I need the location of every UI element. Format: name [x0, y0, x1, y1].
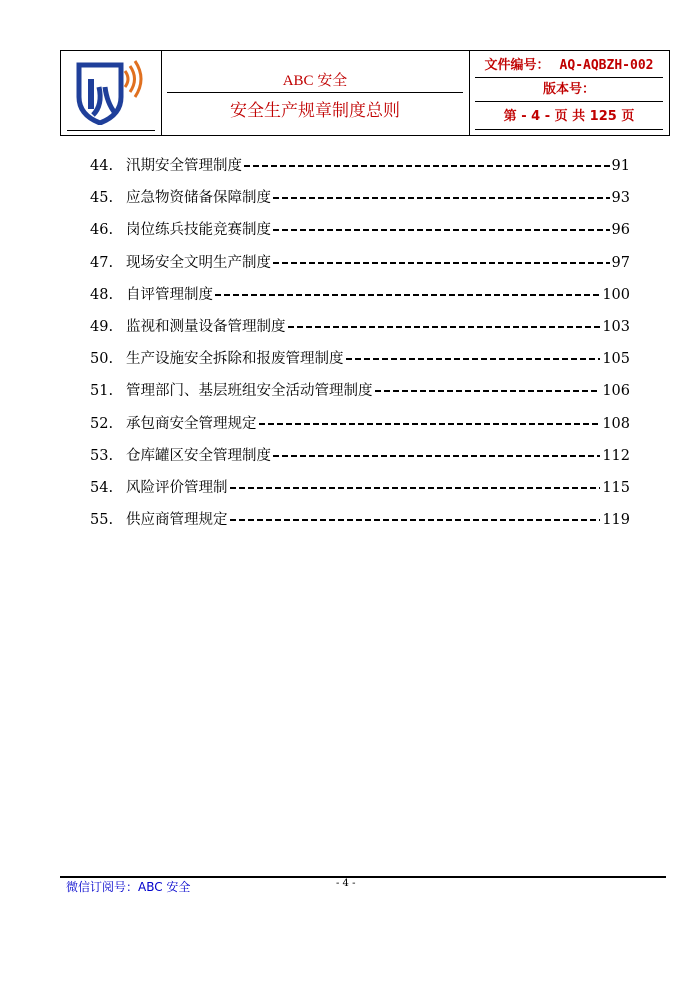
toc-item-title: 监视和测量设备管理制度 — [126, 319, 286, 336]
toc-item-title: 现场安全文明生产制度 — [126, 254, 271, 271]
toc-leader-dots — [273, 455, 600, 457]
company-logo-icon — [69, 57, 151, 125]
toc-item-title: 管理部门、基层班组安全活动管理制度 — [126, 383, 373, 400]
toc-item-page: 112 — [602, 447, 630, 464]
toc-leader-dots — [273, 262, 610, 264]
toc-leader-dots — [288, 326, 601, 328]
toc-item-title: 汛期安全管理制度 — [126, 158, 242, 175]
toc-leader-dots — [273, 197, 610, 199]
toc-item[interactable] — [90, 440, 630, 472]
toc-item-number: 45. — [90, 190, 114, 207]
toc-item-number: 55. — [90, 512, 114, 529]
toc-item-number: 49. — [90, 319, 114, 336]
toc-item-number: 52. — [90, 415, 114, 432]
toc-item-page: 108 — [602, 415, 630, 432]
toc-item-number: 50. — [90, 351, 114, 368]
document-title: 安全生产规章制度总则 — [230, 101, 400, 121]
toc-item-page: 91 — [611, 158, 630, 175]
toc-item-title: 承包商安全管理规定 — [126, 415, 257, 432]
footer-page-number: - 4 - — [336, 878, 356, 889]
toc-item-number: 54. — [90, 479, 114, 496]
toc-item[interactable] — [90, 343, 630, 375]
toc-item-title: 自评管理制度 — [126, 286, 213, 303]
version-row — [475, 79, 663, 102]
toc-item-title: 岗位练兵技能竞赛制度 — [126, 222, 271, 239]
toc-item[interactable] — [90, 408, 630, 440]
toc-item-title: 应急物资储备保障制度 — [126, 190, 271, 207]
toc-leader-dots — [273, 229, 610, 231]
toc-item-number: 44. — [90, 158, 114, 175]
toc-item[interactable] — [90, 214, 630, 246]
toc-item-title: 生产设施安全拆除和报废管理制度 — [126, 351, 344, 368]
page-info: 第 - 4 - 页 共 125 页 — [475, 105, 663, 130]
toc-leader-dots — [230, 519, 601, 521]
toc-item-number: 47. — [90, 254, 114, 271]
toc-item-number: 51. — [90, 383, 114, 400]
toc-leader-dots — [346, 358, 601, 360]
toc-item[interactable] — [90, 472, 630, 504]
toc-item-number: 46. — [90, 222, 114, 239]
logo-cell — [61, 51, 162, 135]
toc-item-page: 106 — [602, 383, 630, 400]
meta-cell — [469, 51, 669, 135]
toc-item-title: 风险评价管理制 — [126, 479, 228, 496]
title-cell — [161, 51, 470, 135]
file-number-row — [475, 55, 663, 78]
table-of-contents — [90, 150, 630, 536]
toc-leader-dots — [230, 487, 601, 489]
toc-item-title: 供应商管理规定 — [126, 512, 228, 529]
toc-item-page: 115 — [602, 479, 630, 496]
toc-item[interactable] — [90, 247, 630, 279]
toc-item-page: 119 — [602, 512, 630, 529]
toc-item-page: 96 — [611, 222, 630, 239]
toc-item[interactable] — [90, 375, 630, 407]
toc-item-page: 105 — [602, 351, 630, 368]
toc-leader-dots — [244, 165, 610, 167]
toc-item[interactable] — [90, 182, 630, 214]
toc-item-page: 93 — [611, 190, 630, 207]
toc-item[interactable] — [90, 504, 630, 536]
toc-item-page: 100 — [602, 286, 630, 303]
toc-item-number: 53. — [90, 447, 114, 464]
toc-item[interactable] — [90, 311, 630, 343]
company-name: ABC 安全 — [282, 73, 348, 89]
toc-item[interactable] — [90, 279, 630, 311]
toc-item-page: 103 — [602, 319, 630, 336]
file-number: AQ-AQBZH-002 — [559, 58, 654, 73]
toc-leader-dots — [375, 390, 601, 392]
footer-subscription: 微信订阅号：ABC 安全 — [66, 880, 191, 894]
toc-item[interactable] — [90, 150, 630, 182]
version-label: 版本号： — [542, 82, 595, 97]
document-header — [60, 50, 670, 136]
file-number-label: 文件编号： — [484, 58, 550, 73]
toc-leader-dots — [215, 294, 600, 296]
toc-item-title: 仓库罐区安全管理制度 — [126, 447, 271, 464]
toc-item-page: 97 — [611, 254, 630, 271]
toc-leader-dots — [259, 423, 601, 425]
toc-item-number: 48. — [90, 286, 114, 303]
